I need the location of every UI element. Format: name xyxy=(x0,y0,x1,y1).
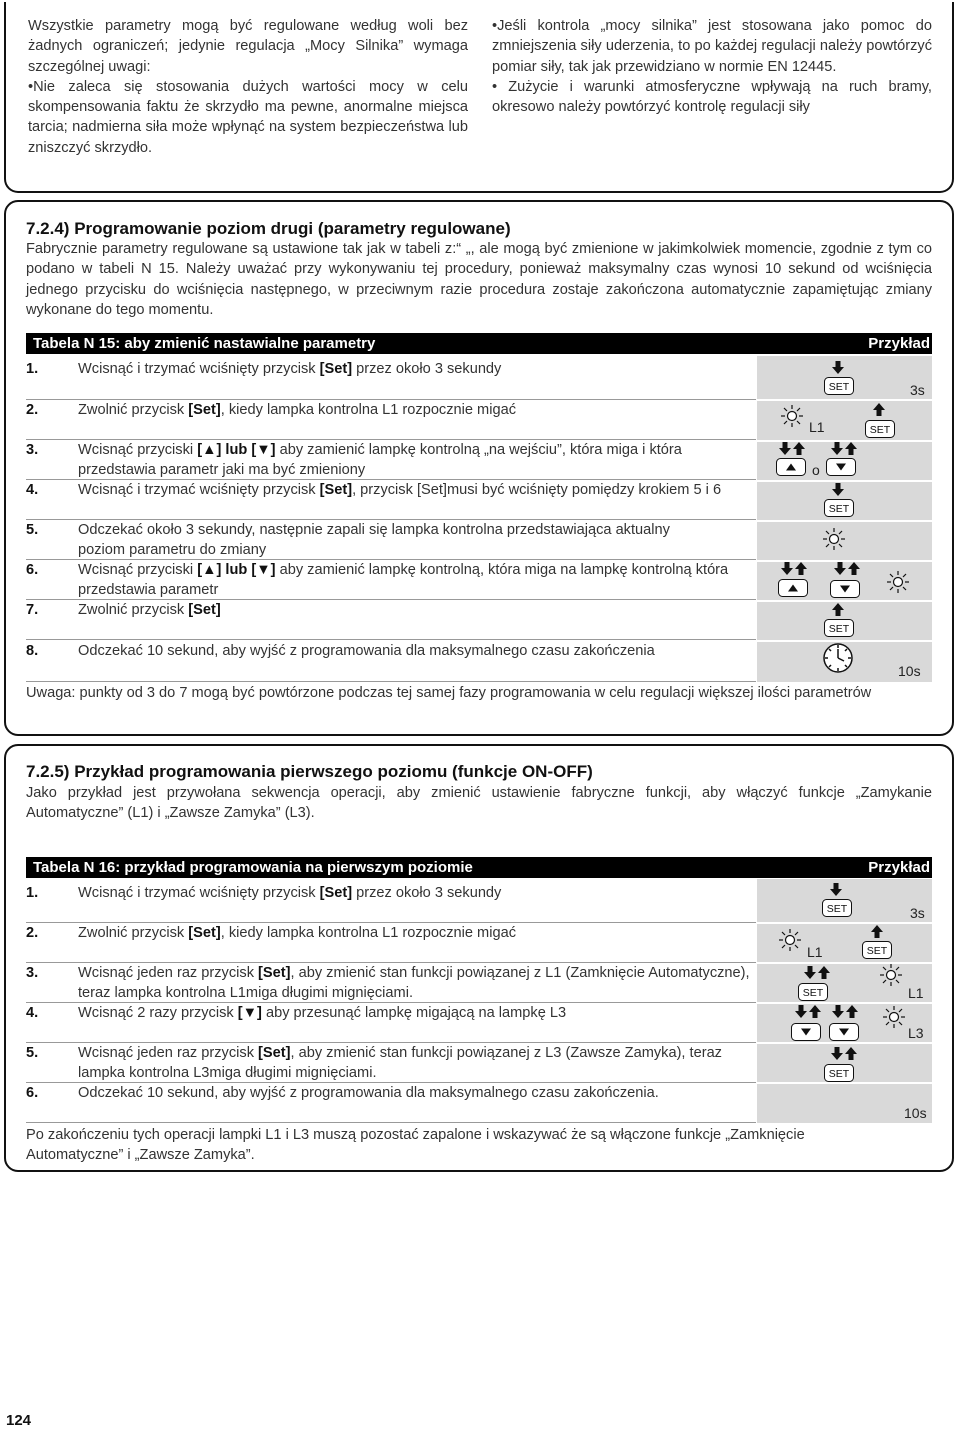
press-arrow-icon xyxy=(795,1005,807,1018)
blinking-lamp-icon xyxy=(883,1006,905,1028)
release-arrow-icon xyxy=(846,1005,858,1018)
lamp-l1-label: L1 xyxy=(908,985,924,1001)
release-arrow-icon xyxy=(871,925,883,938)
press-arrow-icon xyxy=(804,966,816,979)
set-button-icon xyxy=(824,499,854,517)
table-header xyxy=(26,333,932,354)
example-column-label: Przykład xyxy=(868,335,930,352)
table-header xyxy=(26,857,932,878)
info-bullet: •Jeśli kontrola „mocy silnika” jest stosowana jako pomoc do zmniejszenia siły uderzenia, to po każdej regulacji należy powtórzyć pomiar siły, tak jak przewidziano w normie EN 12445. xyxy=(492,18,932,75)
down-button-icon xyxy=(830,580,860,598)
release-arrow-icon xyxy=(809,1005,821,1018)
section-heading: 7.2.4) Programowanie poziom drugi (parametry regulowane) xyxy=(26,219,511,238)
up-button-icon xyxy=(778,579,808,597)
press-arrow-icon xyxy=(832,483,844,496)
table-title: Tabela N 15: aby zmienić nastawialne parametry xyxy=(33,335,376,352)
press-arrow-icon xyxy=(831,1047,843,1060)
set-button-icon xyxy=(862,941,892,959)
table-note: Uwaga: punkty od 3 do 7 mogą być powtórzone podczas tej samej fazy programowania w celu regulacji większej ilości parametrów xyxy=(26,685,872,701)
step-number: 8. xyxy=(26,643,39,659)
page-number: 124 xyxy=(6,1412,32,1429)
step-number: 1. xyxy=(26,361,39,377)
time-10s-label: 10s xyxy=(898,663,921,679)
step-number: 6. xyxy=(26,1085,39,1101)
release-arrow-icon xyxy=(795,562,807,575)
section-heading: 7.2.5) Przykład programowania pierwszego poziomu (funkcje ON-OFF) xyxy=(26,762,593,781)
down-button-icon xyxy=(829,1023,859,1041)
blinking-lamp-icon xyxy=(880,964,902,986)
or-label: o xyxy=(812,462,820,478)
step-number: 3. xyxy=(26,965,39,981)
blinking-lamp-icon xyxy=(887,571,909,593)
step-number: 6. xyxy=(26,562,39,578)
blinking-lamp-icon xyxy=(779,929,801,951)
press-arrow-icon xyxy=(781,562,793,575)
step-number: 5. xyxy=(26,522,39,538)
time-3s-label: 3s xyxy=(910,382,925,398)
press-arrow-icon xyxy=(832,361,844,374)
step-number: 5. xyxy=(26,1045,39,1061)
table-note: Po zakończeniu tych operacji lampki L1 i L3 muszą pozostać zapalone i wskazywać że są włączone funkcje „Zamknięcie Automatyczne” i „Zawsze Zamyka”. xyxy=(26,1127,805,1164)
info-bullet: •Nie zaleca się stosowania dużych wartości mocy w celu skompensowania faktu że skrzydło ma pewne, anormalne miejsca tarcia; nadmierna siła może wpłynąć na system bezpieczeństwa lub zniszczyć skrzydło. xyxy=(28,78,468,156)
lit-lamp-icon xyxy=(823,528,845,550)
info-paragraph: Wszystkie parametry mogą być regulowane według woli bez żadnych ograniczeń; jedynie regulacja „Mocy Silnika” wymaga szczególnej uwagi: xyxy=(28,18,468,75)
release-arrow-icon xyxy=(845,1047,857,1060)
press-arrow-icon xyxy=(830,883,842,896)
lamp-l3-label: L3 xyxy=(908,1025,924,1041)
info-bullet: • Zużycie i warunki atmosferyczne wpływają na ruch bramy, okresowo należy powtórzyć kontrolę regulacji siły xyxy=(492,78,932,116)
release-arrow-icon xyxy=(818,966,830,979)
step-number: 3. xyxy=(26,442,39,458)
info-left-column xyxy=(28,16,468,158)
down-button-icon xyxy=(826,458,856,476)
step-number: 4. xyxy=(26,482,39,498)
release-arrow-icon xyxy=(873,403,885,416)
example-column-label: Przykład xyxy=(868,859,930,876)
set-button-icon xyxy=(822,899,852,917)
up-button-icon xyxy=(776,458,806,476)
down-button-icon xyxy=(791,1023,821,1041)
set-button-icon xyxy=(798,983,828,1001)
clock-icon xyxy=(823,643,853,673)
step-number: 7. xyxy=(26,602,39,618)
step-number: 4. xyxy=(26,1005,39,1021)
section-intro: Fabrycznie parametry regulowane są ustawione tak jak w tabeli z:“ „, ale mogą być zmienione w jakimkolwiek momencie, zgodnie z tym co podano w tabeli N 15. Należy uważać przy wykonywaniu tej procedury, ponieważ maksymalny czas wynosi 10 sekund od wciśnięcia jednego przycisku do wciśnięcia następnego, w przeciwnym razie procedura zostaje zakończona automatycznie zapamiętując zmiany wykonane do tego momentu. xyxy=(26,241,932,318)
set-button-icon xyxy=(824,1064,854,1082)
press-arrow-icon xyxy=(779,442,791,455)
blinking-lamp-icon xyxy=(781,405,803,427)
time-3s-label: 3s xyxy=(910,905,925,921)
press-arrow-icon xyxy=(832,1005,844,1018)
lamp-l1-label: L1 xyxy=(807,944,823,960)
time-10s-label: 10s xyxy=(904,1105,927,1121)
lamp-l1-label: L1 xyxy=(809,419,825,435)
step-number: 1. xyxy=(26,885,39,901)
press-arrow-icon xyxy=(831,442,843,455)
press-arrow-icon xyxy=(834,562,846,575)
set-button-icon xyxy=(865,420,895,438)
release-arrow-icon xyxy=(832,603,844,616)
info-right-column xyxy=(492,16,932,117)
table-title: Tabela N 16: przykład programowania na pierwszym poziomie xyxy=(33,859,473,876)
step-number: 2. xyxy=(26,925,39,941)
set-button-icon xyxy=(824,377,854,395)
set-button-icon xyxy=(824,619,854,637)
release-arrow-icon xyxy=(845,442,857,455)
section-intro: Jako przykład jest przywołana sekwencja operacji, aby zmienić ustawienie fabryczne funkcji, aby włączyć funkcje „Zamykanie Automatyczne” (L1) i „Zawsze Zamyka” (L3). xyxy=(26,785,932,822)
release-arrow-icon xyxy=(793,442,805,455)
step-number: 2. xyxy=(26,402,39,418)
release-arrow-icon xyxy=(848,562,860,575)
